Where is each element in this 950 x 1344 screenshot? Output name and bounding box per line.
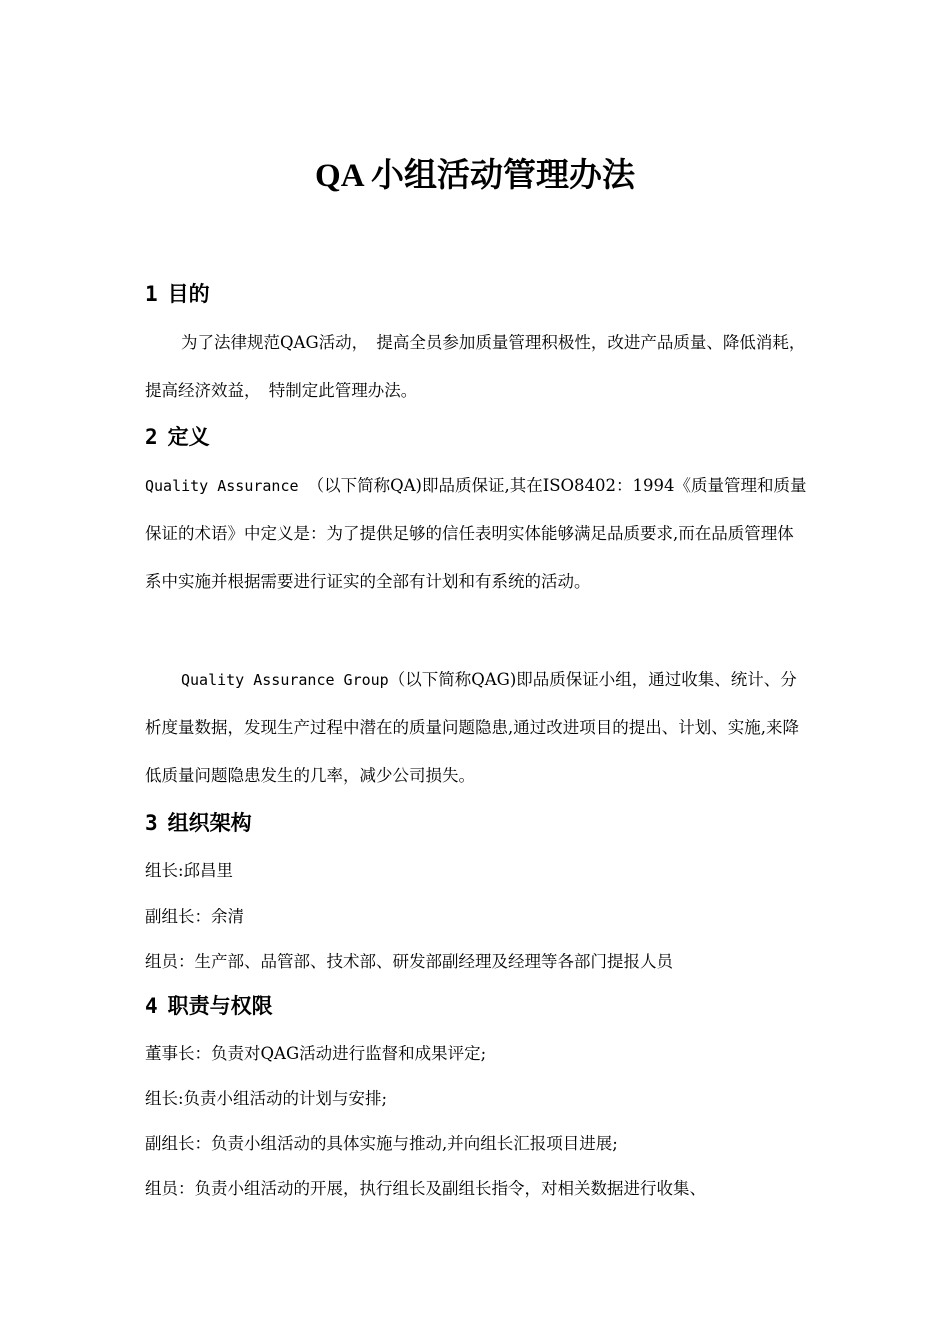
section-number: 3 [145,811,158,835]
duty-leader: 组长:负责小组活动的计划与安排; [145,1089,388,1108]
section-heading-organization [145,807,252,839]
org-deputy: 副组长：余清 [145,907,244,926]
org-members: 组员：生产部、品管部、技术部、研发部副经理及经理等各部门提报人员 [145,952,673,971]
section-title: 组织架构 [167,811,252,835]
section-title: 目的 [167,282,210,306]
section-heading-purpose [145,278,210,310]
section-heading-responsibilities [145,990,273,1022]
definition-paragraph-qag [145,656,810,800]
section-title: 职责与权限 [167,994,273,1018]
english-term: Quality Assurance [145,477,308,495]
definition-paragraph-qa [145,462,810,606]
definition-text: （以下简称QA)即品质保证,其在ISO8402：1994《质量管理和质量保证的术语》中定义是：为了提供足够的信任表明实体能够满足品质要求,而在品质管理体系中实施并根据需要进行证实的全部有计划和有系统的活动。 [145,476,807,591]
section-heading-definition [145,421,210,453]
duty-members: 组员：负责小组活动的开展，执行组长及副组长指令，对相关数据进行收集、 [145,1179,706,1198]
english-term: Quality Assurance Group [181,671,389,689]
section-number: 4 [145,994,158,1018]
section-title: 定义 [167,425,210,449]
section-number: 2 [145,425,158,449]
section-number: 1 [145,282,158,306]
org-leader: 组长:邱昌里 [145,861,234,880]
purpose-paragraph: 为了法律规范QAG活动， 提高全员参加质量管理积极性，改进产品质量、降低消耗，提高经济效益， 特制定此管理办法。 [145,333,806,400]
duty-deputy: 副组长：负责小组活动的具体实施与推动,并向组长汇报项目进展; [145,1134,618,1153]
duty-chairman: 董事长：负责对QAG活动进行监督和成果评定; [145,1044,487,1063]
page-title: QA 小组活动管理办法 [315,158,635,194]
definition-text: （以下简称QAG)即品质保证小组，通过收集、统计、分析度量数据，发现生产过程中潜在的质量问题隐患,通过改进项目的提出、计划、实施,来降低质量问题隐患发生的几率，减少公司损失。 [145,670,799,785]
